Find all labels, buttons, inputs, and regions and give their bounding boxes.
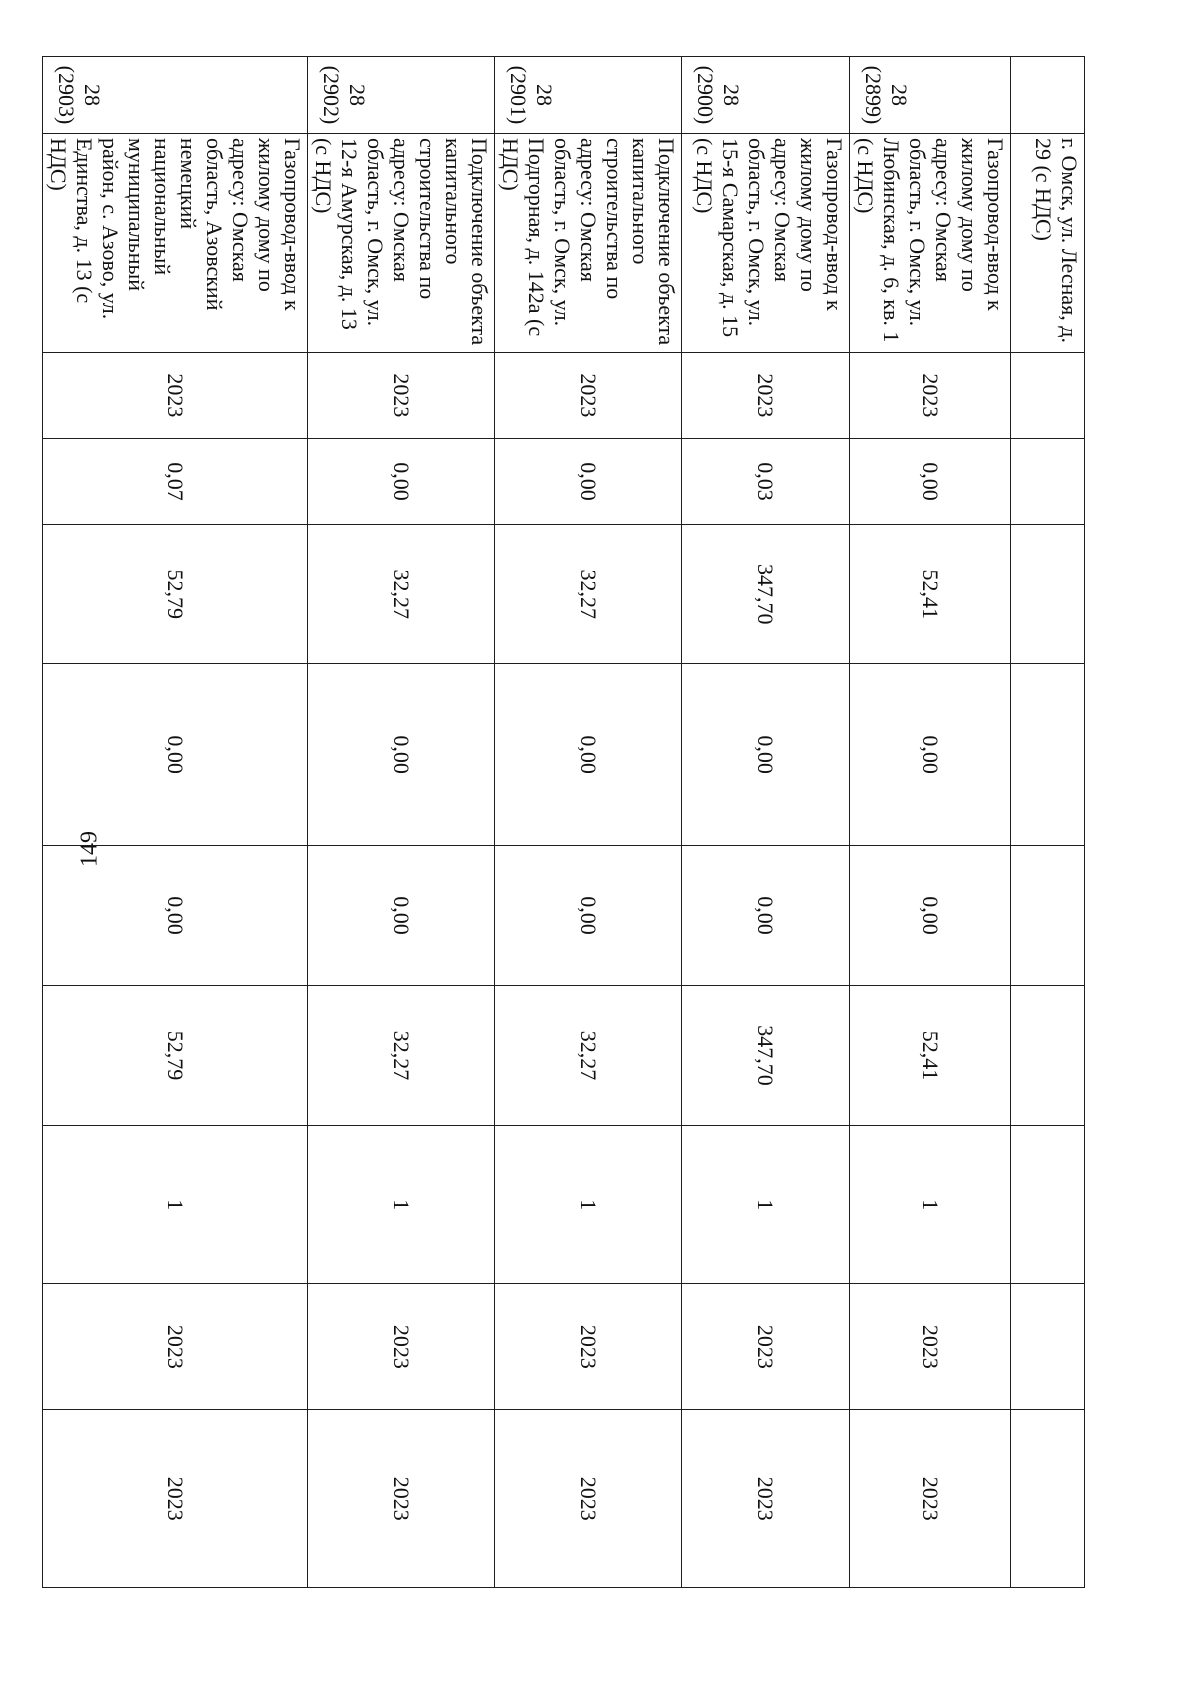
value-cell-5 xyxy=(1011,525,1085,664)
end-year-cell: 2023 xyxy=(308,1410,495,1588)
quantity-cell xyxy=(1011,1126,1085,1284)
start-year-cell: 2023 xyxy=(308,1284,495,1410)
value-cell-4: 0,00 xyxy=(308,438,495,525)
year-cell: 2023 xyxy=(308,353,495,439)
value-cell-8: 52,41 xyxy=(850,986,1011,1126)
year-cell: 2023 xyxy=(850,353,1011,439)
value-cell-8: 347,70 xyxy=(682,986,850,1126)
start-year-cell xyxy=(1011,1284,1085,1410)
value-cell-7 xyxy=(1011,845,1085,985)
object-code-cell: 28 (2901) xyxy=(495,57,682,134)
investment-projects-table xyxy=(42,56,1085,1588)
value-cell-6: 0,00 xyxy=(495,664,682,846)
value-cell-6: 0,00 xyxy=(43,664,308,846)
object-description-cell: Подключение объекта капитального строительства по адресу: Омская область, г. Омск, ул. Подгорная, д. 142а (с НДС) xyxy=(495,133,682,352)
value-cell-5: 52,41 xyxy=(850,525,1011,664)
value-cell-7: 0,00 xyxy=(495,845,682,985)
quantity-cell: 1 xyxy=(850,1126,1011,1284)
year-cell: 2023 xyxy=(495,353,682,439)
value-cell-5: 347,70 xyxy=(682,525,850,664)
value-cell-7: 0,00 xyxy=(43,845,308,985)
value-cell-4: 0,03 xyxy=(682,438,850,525)
start-year-cell: 2023 xyxy=(43,1284,308,1410)
table-row xyxy=(850,57,1011,1588)
value-cell-4 xyxy=(1011,438,1085,525)
quantity-cell: 1 xyxy=(43,1126,308,1284)
object-code-cell xyxy=(1011,57,1085,134)
value-cell-8: 32,27 xyxy=(495,986,682,1126)
start-year-cell: 2023 xyxy=(850,1284,1011,1410)
object-description-cell: Газопровод-ввод к жилому дому по адресу: Омская область, г. Омск, ул. 15-я Самарская, д. 15 (с НДС) xyxy=(682,133,850,352)
end-year-cell: 2023 xyxy=(850,1410,1011,1588)
value-cell-6: 0,00 xyxy=(308,664,495,846)
start-year-cell: 2023 xyxy=(682,1284,850,1410)
value-cell-8: 52,79 xyxy=(43,986,308,1126)
value-cell-4: 0,07 xyxy=(43,438,308,525)
value-cell-8 xyxy=(1011,986,1085,1126)
table-row xyxy=(1011,57,1085,1588)
object-code-cell: 28 (2900) xyxy=(682,57,850,134)
value-cell-7: 0,00 xyxy=(850,845,1011,985)
value-cell-6 xyxy=(1011,664,1085,846)
object-code-cell: 28 (2899) xyxy=(850,57,1011,134)
table-row xyxy=(43,57,308,1588)
table-row xyxy=(495,57,682,1588)
table-row xyxy=(308,57,495,1588)
value-cell-6: 0,00 xyxy=(850,664,1011,846)
value-cell-5: 32,27 xyxy=(308,525,495,664)
value-cell-7: 0,00 xyxy=(308,845,495,985)
value-cell-8: 32,27 xyxy=(308,986,495,1126)
object-description-cell: Газопровод-ввод к жилому дому по адресу: Омская область, г. Омск, ул. Любинская, д. 6, кв. 1 (с НДС) xyxy=(850,133,1011,352)
value-cell-6: 0,00 xyxy=(682,664,850,846)
year-cell: 2023 xyxy=(682,353,850,439)
quantity-cell: 1 xyxy=(495,1126,682,1284)
year-cell xyxy=(1011,353,1085,439)
value-cell-4: 0,00 xyxy=(850,438,1011,525)
object-description-cell: г. Омск, ул. Лесная, д. 29 (с НДС) xyxy=(1011,133,1085,352)
end-year-cell: 2023 xyxy=(495,1410,682,1588)
value-cell-4: 0,00 xyxy=(495,438,682,525)
value-cell-7: 0,00 xyxy=(682,845,850,985)
start-year-cell: 2023 xyxy=(495,1284,682,1410)
object-description-cell: Газопровод-ввод к жилому дому по адресу: Омская область, Азовский немецкий национальный муниципальный район, с. Азово, ул. Единства, д. 13 (с НДС) xyxy=(43,133,308,352)
object-description-cell: Подключение объекта капитального строительства по адресу: Омская область, г. Омск, ул. 12-я Амурская, д. 13 (с НДС) xyxy=(308,133,495,352)
page-number: 149 xyxy=(76,831,103,867)
quantity-cell: 1 xyxy=(308,1126,495,1284)
year-cell: 2023 xyxy=(43,353,308,439)
quantity-cell: 1 xyxy=(682,1126,850,1284)
object-code-cell: 28 (2903) xyxy=(43,57,308,134)
value-cell-5: 52,79 xyxy=(43,525,308,664)
value-cell-5: 32,27 xyxy=(495,525,682,664)
end-year-cell xyxy=(1011,1410,1085,1588)
table-row xyxy=(682,57,850,1588)
end-year-cell: 2023 xyxy=(682,1410,850,1588)
object-code-cell: 28 (2902) xyxy=(308,57,495,134)
end-year-cell: 2023 xyxy=(43,1410,308,1588)
